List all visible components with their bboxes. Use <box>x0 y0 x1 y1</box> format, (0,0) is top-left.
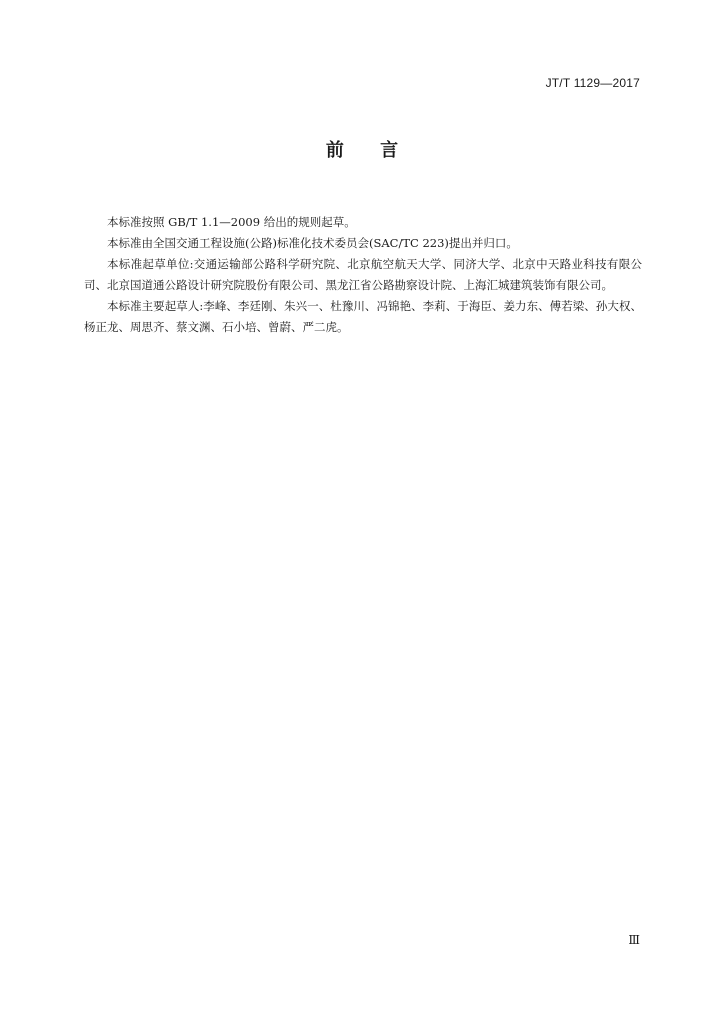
paragraph-drafters: 本标准主要起草人:李峰、李廷刚、朱兴一、杜豫川、冯锦艳、李莉、于海臣、姜力东、傅若梁、孙大权、杨正龙、周思齐、蔡文渊、石小培、曾蔚、严二虎。 <box>84 299 642 334</box>
title-char-1: 前 <box>325 140 344 161</box>
page-number: Ⅲ <box>628 933 640 947</box>
document-code: JT/T 1129—2017 <box>545 76 640 90</box>
paragraph-proposed-by: 本标准由全国交通工程设施(公路)标准化技术委员会(SAC/TC 223)提出并归口。 <box>107 236 518 250</box>
title-char-2: 言 <box>380 140 399 161</box>
paragraph-drafting-units: 本标准起草单位:交通运输部公路科学研究院、北京航空航天大学、同济大学、北京中天路业科技有限公司、北京国道通公路设计研究院股份有限公司、黑龙江省公路勘察设计院、上海汇城建筑装饰有限公司。 <box>84 257 642 292</box>
paragraph-drafting-rules: 本标准按照 GB/T 1.1—2009 给出的规则起草。 <box>107 215 356 229</box>
page-title <box>0 136 724 162</box>
foreword-body <box>84 212 642 338</box>
